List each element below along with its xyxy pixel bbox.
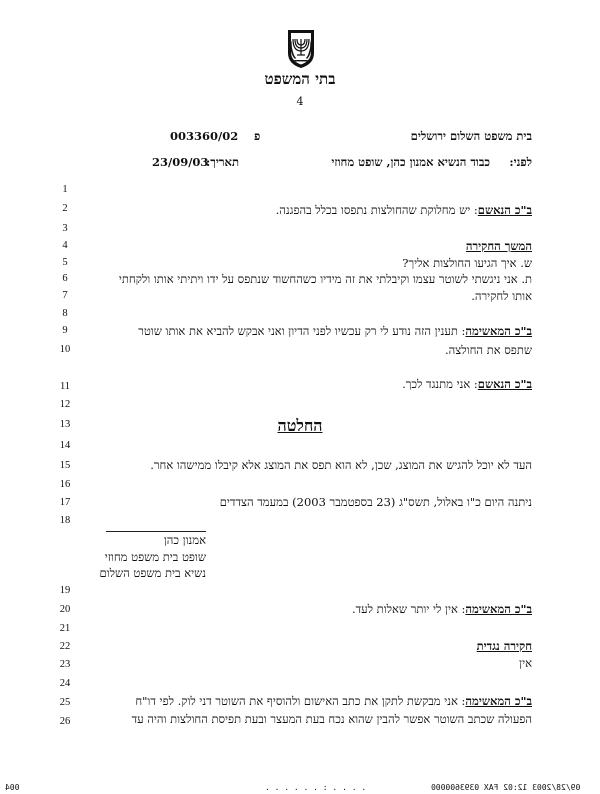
text-line-27: הפעולה שכתב השוטר אפשר להבין שהוא נכח בעת המעצר ובעת תפיסת החולצות והיה עד	[131, 712, 532, 726]
speaker-defense: ב"כ הנאשם	[477, 203, 532, 217]
text-line-26	[135, 694, 532, 708]
date-value: 23/09/03	[152, 155, 209, 169]
line-number: 9	[62, 325, 68, 336]
fax-dots: . . . . . . : . . . .	[265, 783, 367, 792]
court-name: בית משפט השלום ירושלים	[410, 129, 532, 143]
line-number: 2	[62, 203, 68, 214]
case-prefix: פ	[254, 129, 261, 143]
line-number: 13	[59, 419, 71, 430]
text-line-18: ניתנה היום כ"ו באלול, תשס"ג (23 בספטמבר 2003) במעמד הצדדים	[219, 495, 532, 509]
speaker-defense: ב"כ הנאשם	[477, 377, 532, 391]
signature-title: שופט בית משפט מחוזי	[104, 550, 206, 564]
section-heading-cross-examination: חקירה נגדית	[476, 639, 532, 653]
statement-text: : אין לי יותר שאלות לעד.	[351, 602, 466, 616]
text-line-7: אותו לחקירה.	[471, 289, 532, 303]
text-line-21	[352, 602, 532, 616]
line-number: 14	[59, 440, 71, 451]
case-number: 003360/02	[170, 129, 239, 143]
line-number: 23	[59, 659, 71, 670]
line-number: 6	[62, 273, 68, 284]
speaker-prosecution: ב"כ המאשימה	[465, 324, 532, 338]
statement-text: : תענין הזה נודע לי רק עכשיו לפני הדיון ואני אבקש להביא את אותו שוטר	[138, 324, 466, 338]
fax-header-text: 09/28/2003 12:02 FAX 0393600000	[430, 783, 580, 792]
line-number: 24	[59, 678, 71, 689]
line-number: 11	[59, 381, 71, 392]
page-number: 4	[296, 95, 304, 108]
section-heading-continued-examination: המשך החקירה	[465, 239, 532, 253]
decision-title: החלטה	[277, 416, 323, 435]
line-number: 12	[59, 399, 71, 410]
statement-text: : אני מבקשת לתקן את כתב האישום ולהוסיף את השוטר דני לוק. לפי דו"ח	[135, 694, 466, 708]
line-number: 8	[62, 308, 68, 319]
fax-page-number: 004	[5, 783, 20, 792]
line-number: 4	[62, 240, 68, 251]
line-number: 3	[62, 223, 68, 234]
line-number: 16	[59, 479, 71, 490]
before-label: לפני:	[509, 155, 532, 169]
date-label: תאריך:	[206, 155, 239, 169]
line-number: 1	[62, 184, 68, 195]
signature-title: נשיא בית משפט השלום	[99, 566, 206, 580]
court-title: בתי המשפט	[264, 70, 336, 88]
menorah-emblem-icon	[283, 27, 319, 69]
line-number: 7	[62, 290, 68, 301]
text-line-5: ש. איך הגיעו החולצות אליך?	[402, 256, 532, 270]
speaker-prosecution: ב"כ המאשימה	[465, 602, 532, 616]
text-line-2	[276, 203, 532, 217]
signature-name: אמנון כהן	[163, 533, 206, 547]
statement-text: : אני מתנגד לכך.	[402, 377, 478, 391]
line-number: 25	[59, 697, 71, 708]
speaker-prosecution: ב"כ המאשימה	[465, 694, 532, 708]
line-number: 15	[59, 460, 71, 471]
text-line-12	[402, 377, 532, 391]
line-number: 20	[59, 604, 71, 615]
text-line-24: אין	[519, 656, 532, 670]
line-number: 17	[59, 497, 71, 508]
fax-footer	[0, 783, 600, 794]
signature-line	[106, 531, 206, 532]
text-line-9	[138, 324, 532, 338]
statement-text: : יש מחלוקת שהחולצות נתפסו בכלל בהפגנה.	[275, 203, 478, 217]
line-number: 18	[59, 515, 71, 526]
text-line-16: העד לא יוכל להגיש את המוצג, שכן, לא הוא תפס את המוצג אלא קיבלו ממישהו אחר.	[150, 458, 532, 472]
line-number: 10	[59, 344, 71, 355]
line-number: 26	[59, 716, 71, 727]
line-number: 5	[62, 257, 68, 268]
text-line-6: ת. אני ניגשתי לשוטר עצמו וקיבלתי את זה מידיו כשהחשוד שנתפס על ידו ויתיתי אותו ולקחתי	[118, 272, 532, 286]
line-number: 19	[59, 585, 71, 596]
text-line-10: שתפס את החולצה.	[445, 343, 532, 357]
line-number: 22	[59, 641, 71, 652]
judge-name: כבוד הנשיא אמנון כהן, שופט מחוזי	[331, 155, 490, 169]
line-number: 21	[59, 623, 71, 634]
